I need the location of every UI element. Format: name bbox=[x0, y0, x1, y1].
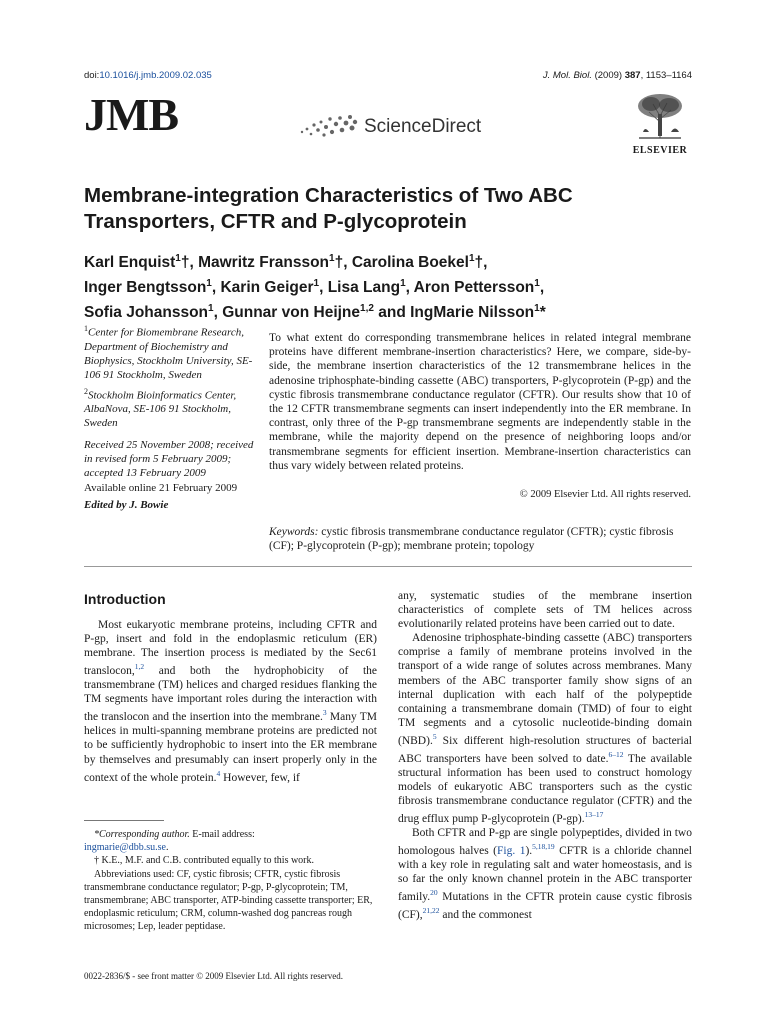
author-affiliation-mark: 1 bbox=[313, 278, 320, 290]
elsevier-wordmark: ELSEVIER bbox=[632, 145, 688, 156]
doi-prefix: doi: bbox=[84, 70, 100, 81]
text-run: Adenosine triphosphate-binding cassette (ABC) transporters comprise a family of membrane proteins involved in the transport of a wide range of solutes across membranes. Many members of the ABC transporter family show signs of an internal duplication with each half of the polypeptide containing a transmembrane domain (TMD) of four to eight TM segments and a cytosolic nucleotide-binding domain (NBD). bbox=[398, 632, 692, 747]
author-name: Karl Enquist bbox=[84, 254, 176, 272]
author-separator: , bbox=[211, 279, 221, 297]
affiliation-2-text: Stockholm Bioinformatics Center, AlbaNova, SE-106 91 Stockholm, Sweden bbox=[84, 389, 237, 430]
body-column-right bbox=[398, 589, 692, 922]
author-separator: , bbox=[405, 279, 414, 297]
journal-logo: JMB bbox=[84, 89, 179, 140]
text-run: CFTR is a chloride channel with a key role in regulating salt and water homeostasis, and is so far the only known channel protein in the ABC transporter family. bbox=[398, 844, 692, 904]
author-separator: †, bbox=[334, 254, 352, 272]
text-run: Mutations in the CFTR protein cause cystic fibrosis (CF), bbox=[398, 891, 692, 921]
title-line-2: Transporters, CFTR and P-glycoprotein bbox=[84, 210, 467, 233]
intro-paragraph-1 bbox=[84, 618, 377, 785]
author-separator: * bbox=[539, 304, 546, 322]
doi-line bbox=[84, 70, 212, 81]
author-name: Gunnar von Heijne bbox=[222, 304, 361, 322]
author-affiliation-mark: 1,2 bbox=[360, 303, 374, 315]
affiliation-1 bbox=[84, 322, 256, 382]
author-separator: , bbox=[539, 279, 545, 297]
introduction-heading: Introduction bbox=[84, 591, 166, 607]
section-divider bbox=[84, 566, 692, 567]
article-title bbox=[84, 183, 694, 235]
body-column-left bbox=[84, 618, 377, 785]
footnotes bbox=[84, 828, 377, 934]
abstract: To what extent do corresponding transmembrane helices in related integral membrane proteins have different membrane-insertion characteristics? Here, we compare, side-by-side, the membrane insertion characteristics of the 12 transmembrane helices in the adenosine triphosphate-binding cassette (ABC) transporters, P-glycoprotein (P-gp) and the cystic fibrosis transmembrane conductance regulator (CFTR). Our results show that 10 of the 12 CFTR transmembrane segments can insert independently into the ER membrane. In contrast, only three of the P-gp transmembrane segments are independently stable in the membrane, while the majority depend on the presence of neighboring loops and/or transmembrane segments for efficient insertion. Membrane-insertion characteristics can thus vary widely between related proteins. bbox=[269, 332, 691, 472]
author-separator: and bbox=[373, 304, 411, 322]
reference-link[interactable]: 1,2 bbox=[134, 662, 145, 672]
author-separator: , bbox=[213, 304, 223, 322]
received-dates: Received 25 November 2008; received in revised form 5 February 2009; accepted 13 February 2009 bbox=[84, 439, 254, 480]
corresponding-text: E-mail address: bbox=[189, 829, 255, 840]
footnote-rule bbox=[84, 820, 164, 821]
figure-link[interactable]: Fig. 1 bbox=[497, 844, 526, 857]
page-footer: 0022-2836/$ - see front matter © 2009 Elsevier Ltd. All rights reserved. bbox=[84, 971, 344, 981]
affiliation-2 bbox=[84, 385, 256, 431]
citation-year: (2009) bbox=[591, 70, 625, 81]
author-name: Aron Pettersson bbox=[413, 279, 535, 297]
keywords bbox=[269, 525, 691, 553]
text-run: and both the hydrophobicity of the transmembrane (TM) helices and charged residues flanking the TM segments have important roles during the interaction with the translocon and the insertion into the membrane. bbox=[84, 665, 377, 724]
reference-link[interactable]: 21,22 bbox=[422, 906, 440, 916]
author-name: Mawritz Fransson bbox=[198, 254, 330, 272]
author-name: Inger Bengtsson bbox=[84, 279, 207, 297]
reference-link[interactable]: 4 bbox=[216, 768, 221, 778]
affiliation-2-number: 2 bbox=[84, 386, 88, 396]
reference-link[interactable]: 20 bbox=[430, 888, 438, 898]
author-line-1 bbox=[84, 248, 704, 273]
citation-pages: , 1153–1164 bbox=[640, 70, 692, 81]
equal-contribution-note: † K.E., M.F. and C.B. contributed equally to this work. bbox=[94, 855, 315, 867]
title-line-1: Membrane-integration Characteristics of Two ABC bbox=[84, 184, 573, 207]
journal-citation bbox=[543, 70, 692, 81]
citation-volume: 387 bbox=[624, 70, 641, 81]
abbreviations-note: Abbreviations used: CF, cystic fibrosis; CFTR, cystic fibrosis transmembrane conductance regulator; P-gp, P-glycoprotein; TM, transmembrane; ABC transporter, ATP-binding cassette transporter; ER, endoplasmic reticulum; CRM, column-washed dog pancreas rough microsomes; Lep, leader peptidase. bbox=[84, 868, 373, 933]
author-affiliation-mark: 1 bbox=[534, 303, 540, 315]
author-line-2 bbox=[84, 273, 704, 298]
author-affiliation-mark: 1 bbox=[175, 253, 181, 264]
keywords-list: cystic fibrosis transmembrane conductance regulator (CFTR); cystic fibrosis (CF); P-glycoprotein (P-gp); membrane protein; topology bbox=[269, 526, 674, 553]
author-affiliation-mark: 1 bbox=[400, 278, 406, 290]
author-separator: †, bbox=[180, 254, 199, 272]
elsevier-tree-icon bbox=[631, 92, 689, 140]
author-separator: †, bbox=[474, 254, 488, 272]
text-run: and the commonest bbox=[439, 908, 532, 921]
available-online: Available online 21 February 2009 bbox=[84, 482, 238, 495]
author-name: Sofia Johansson bbox=[84, 304, 209, 322]
text-run: Both CFTR and P-gp are single polypeptides, divided in two homologous halves ( bbox=[398, 826, 692, 857]
sciencedirect-wordmark: ScienceDirect bbox=[364, 116, 482, 137]
sciencedirect-dots-icon bbox=[298, 114, 358, 140]
email-period: . bbox=[165, 842, 169, 854]
corresponding-author-note bbox=[84, 828, 377, 854]
doi-link[interactable]: 10.1016/j.jmb.2009.02.035 bbox=[99, 70, 212, 81]
intro-paragraph-1-continued: any, systematic studies of the membrane insertion characteristics of complete sets of TM helices across evolutionarily related proteins have been carried out to date. bbox=[398, 590, 692, 631]
elsevier-logo bbox=[628, 92, 692, 156]
reference-link[interactable]: 3 bbox=[322, 708, 327, 718]
edited-by: Edited by J. Bowie bbox=[84, 499, 169, 512]
text-run: Many TM helices in multi-spanning membrane proteins are predicted not to be sufficiently hydrophobic to insert into the ER membrane by themselves and presumably can insert properly only in the context of the whole protein. bbox=[84, 711, 377, 784]
text-run: However, few, if bbox=[220, 771, 300, 784]
author-separator: , bbox=[319, 279, 328, 297]
author-name: IngMarie Nilsson bbox=[410, 304, 535, 322]
affiliation-1-text: Center for Biomembrane Research, Department of Biochemistry and Biophysics, Stockholm University, SE-106 91 Stockholm, Sweden bbox=[84, 326, 253, 381]
author-name: Lisa Lang bbox=[327, 279, 401, 297]
author-list bbox=[84, 248, 704, 323]
author-email-link[interactable]: ingmarie@dbb.su.se bbox=[84, 842, 166, 854]
text-run: The available structural information has been used to construct homology models of eukaryotic ABC transporters such as the cystic fibrosis transmembrane conductance regulator (CFTR) and the drug efflux pump P-glycoprotein (P-gp). bbox=[398, 752, 692, 825]
intro-paragraph-3 bbox=[398, 826, 692, 922]
author-affiliation-mark: 1 bbox=[329, 253, 335, 264]
author-affiliation-mark: 1 bbox=[208, 303, 214, 315]
author-affiliation-mark: 1 bbox=[534, 278, 540, 290]
reference-link[interactable]: 13–17 bbox=[584, 810, 604, 820]
text-run: Most eukaryotic membrane proteins, including CFTR and P-gp, insert and fold in the endoplasmic reticulum (ER) membrane. The insertion process is mediated by the Sec61 translocon, bbox=[84, 619, 377, 678]
text-run: ). bbox=[525, 844, 533, 857]
text-run: Six different high-resolution structures of bacterial ABC transporters have been solved to date. bbox=[398, 734, 692, 765]
author-name: Carolina Boekel bbox=[351, 254, 469, 272]
affiliation-1-number: 1 bbox=[84, 324, 88, 333]
reference-link[interactable]: 6–12 bbox=[608, 749, 624, 759]
intro-paragraph-2 bbox=[398, 631, 692, 826]
sciencedirect-logo bbox=[298, 114, 481, 140]
abstract-copyright: © 2009 Elsevier Ltd. All rights reserved. bbox=[519, 489, 691, 500]
reference-link[interactable]: 5,18,19 bbox=[532, 842, 555, 852]
reference-link[interactable]: 5 bbox=[432, 731, 437, 741]
author-line-3 bbox=[84, 298, 704, 323]
author-affiliation-mark: 1 bbox=[468, 253, 475, 264]
author-affiliation-mark: 1 bbox=[206, 278, 212, 290]
author-name: Karin Geiger bbox=[220, 279, 314, 297]
citation-journal: J. Mol. Biol. bbox=[542, 70, 592, 81]
affiliations-column bbox=[84, 322, 256, 515]
keywords-label: Keywords: bbox=[269, 526, 319, 538]
corresponding-label: *Corresponding author. bbox=[94, 829, 190, 840]
